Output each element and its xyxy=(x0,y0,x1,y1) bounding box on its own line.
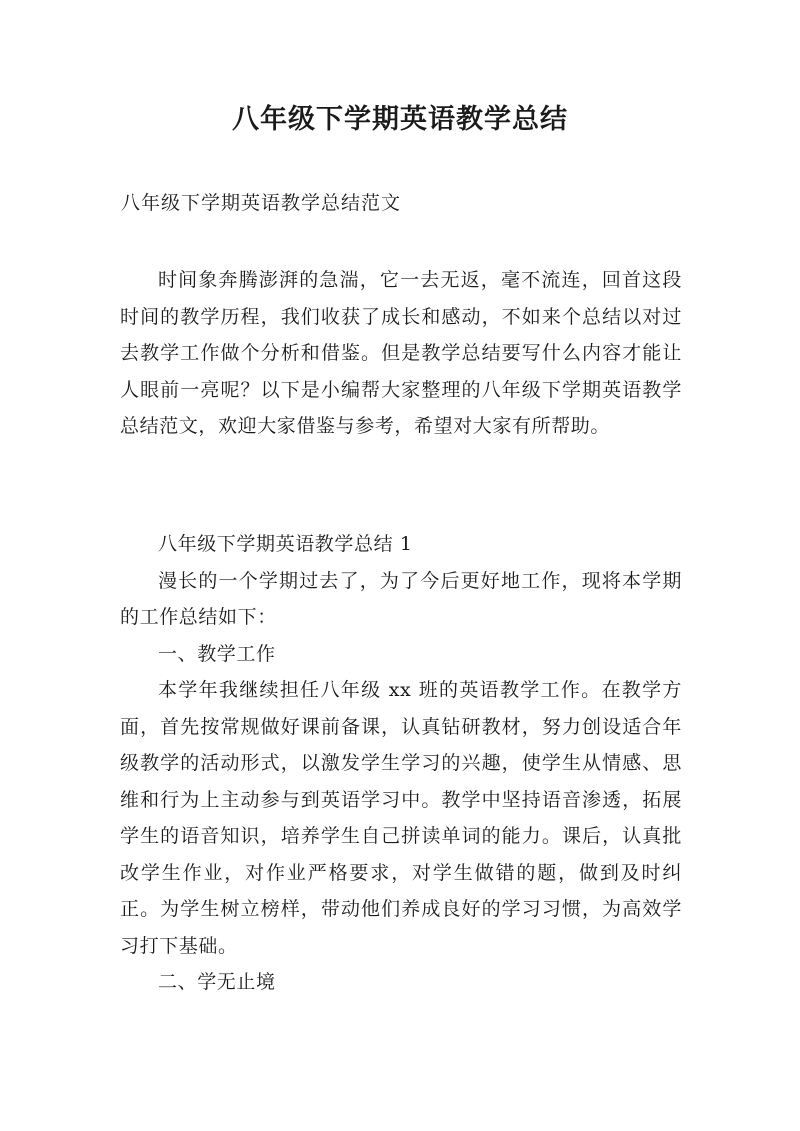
section-heading-teaching: 一、教学工作 xyxy=(158,642,276,665)
section-opening-paragraph: 漫长的一个学期过去了，为了今后更好地工作，现将本学期的工作总结如下： xyxy=(120,569,682,628)
intro-block xyxy=(120,262,682,445)
section-heading-learning: 二、学无止境 xyxy=(158,971,276,993)
section-title: 八年级下学期英语教学总结 1 xyxy=(158,533,413,555)
document-title: 八年级下学期英语教学总结 xyxy=(232,104,568,135)
intro-paragraph: 时间象奔腾澎湃的急湍，它一去无返，毫不流连，回首这段时间的教学历程，我们收获了成长和感动，不如来个总结以对过去教学工作做个分析和借鉴。但是教学总结要写什么内容才能让人眼前一亮呢？以下是小编帮大家整理的八年级下学期英语教学总结范文，欢迎大家借鉴与参考，希望对大家有所帮助。 xyxy=(120,269,682,437)
document-subtitle: 八年级下学期英语教学总结范文 xyxy=(121,192,402,214)
teaching-paragraph: 本学年我继续担任八年级 xx 班的英语教学工作。在教学方面，首先按常规做好课前备课，认真钻研教材，努力创设适合年级教学的活动形式，以激发学生学习的兴趣，使学生从情感、思维和行为上主动参与到英语学习中。教学中坚持语音渗透，拓展学生的语音知识，培养学生自己拼读单词的能力。课后，认真批改学生作业，对作业严格要求，对学生做错的题，做到及时纠正。为学生树立榜样，带动他们养成良好的学习习惯，为高效学习打下基础。 xyxy=(120,679,682,957)
section-block xyxy=(120,526,682,1001)
